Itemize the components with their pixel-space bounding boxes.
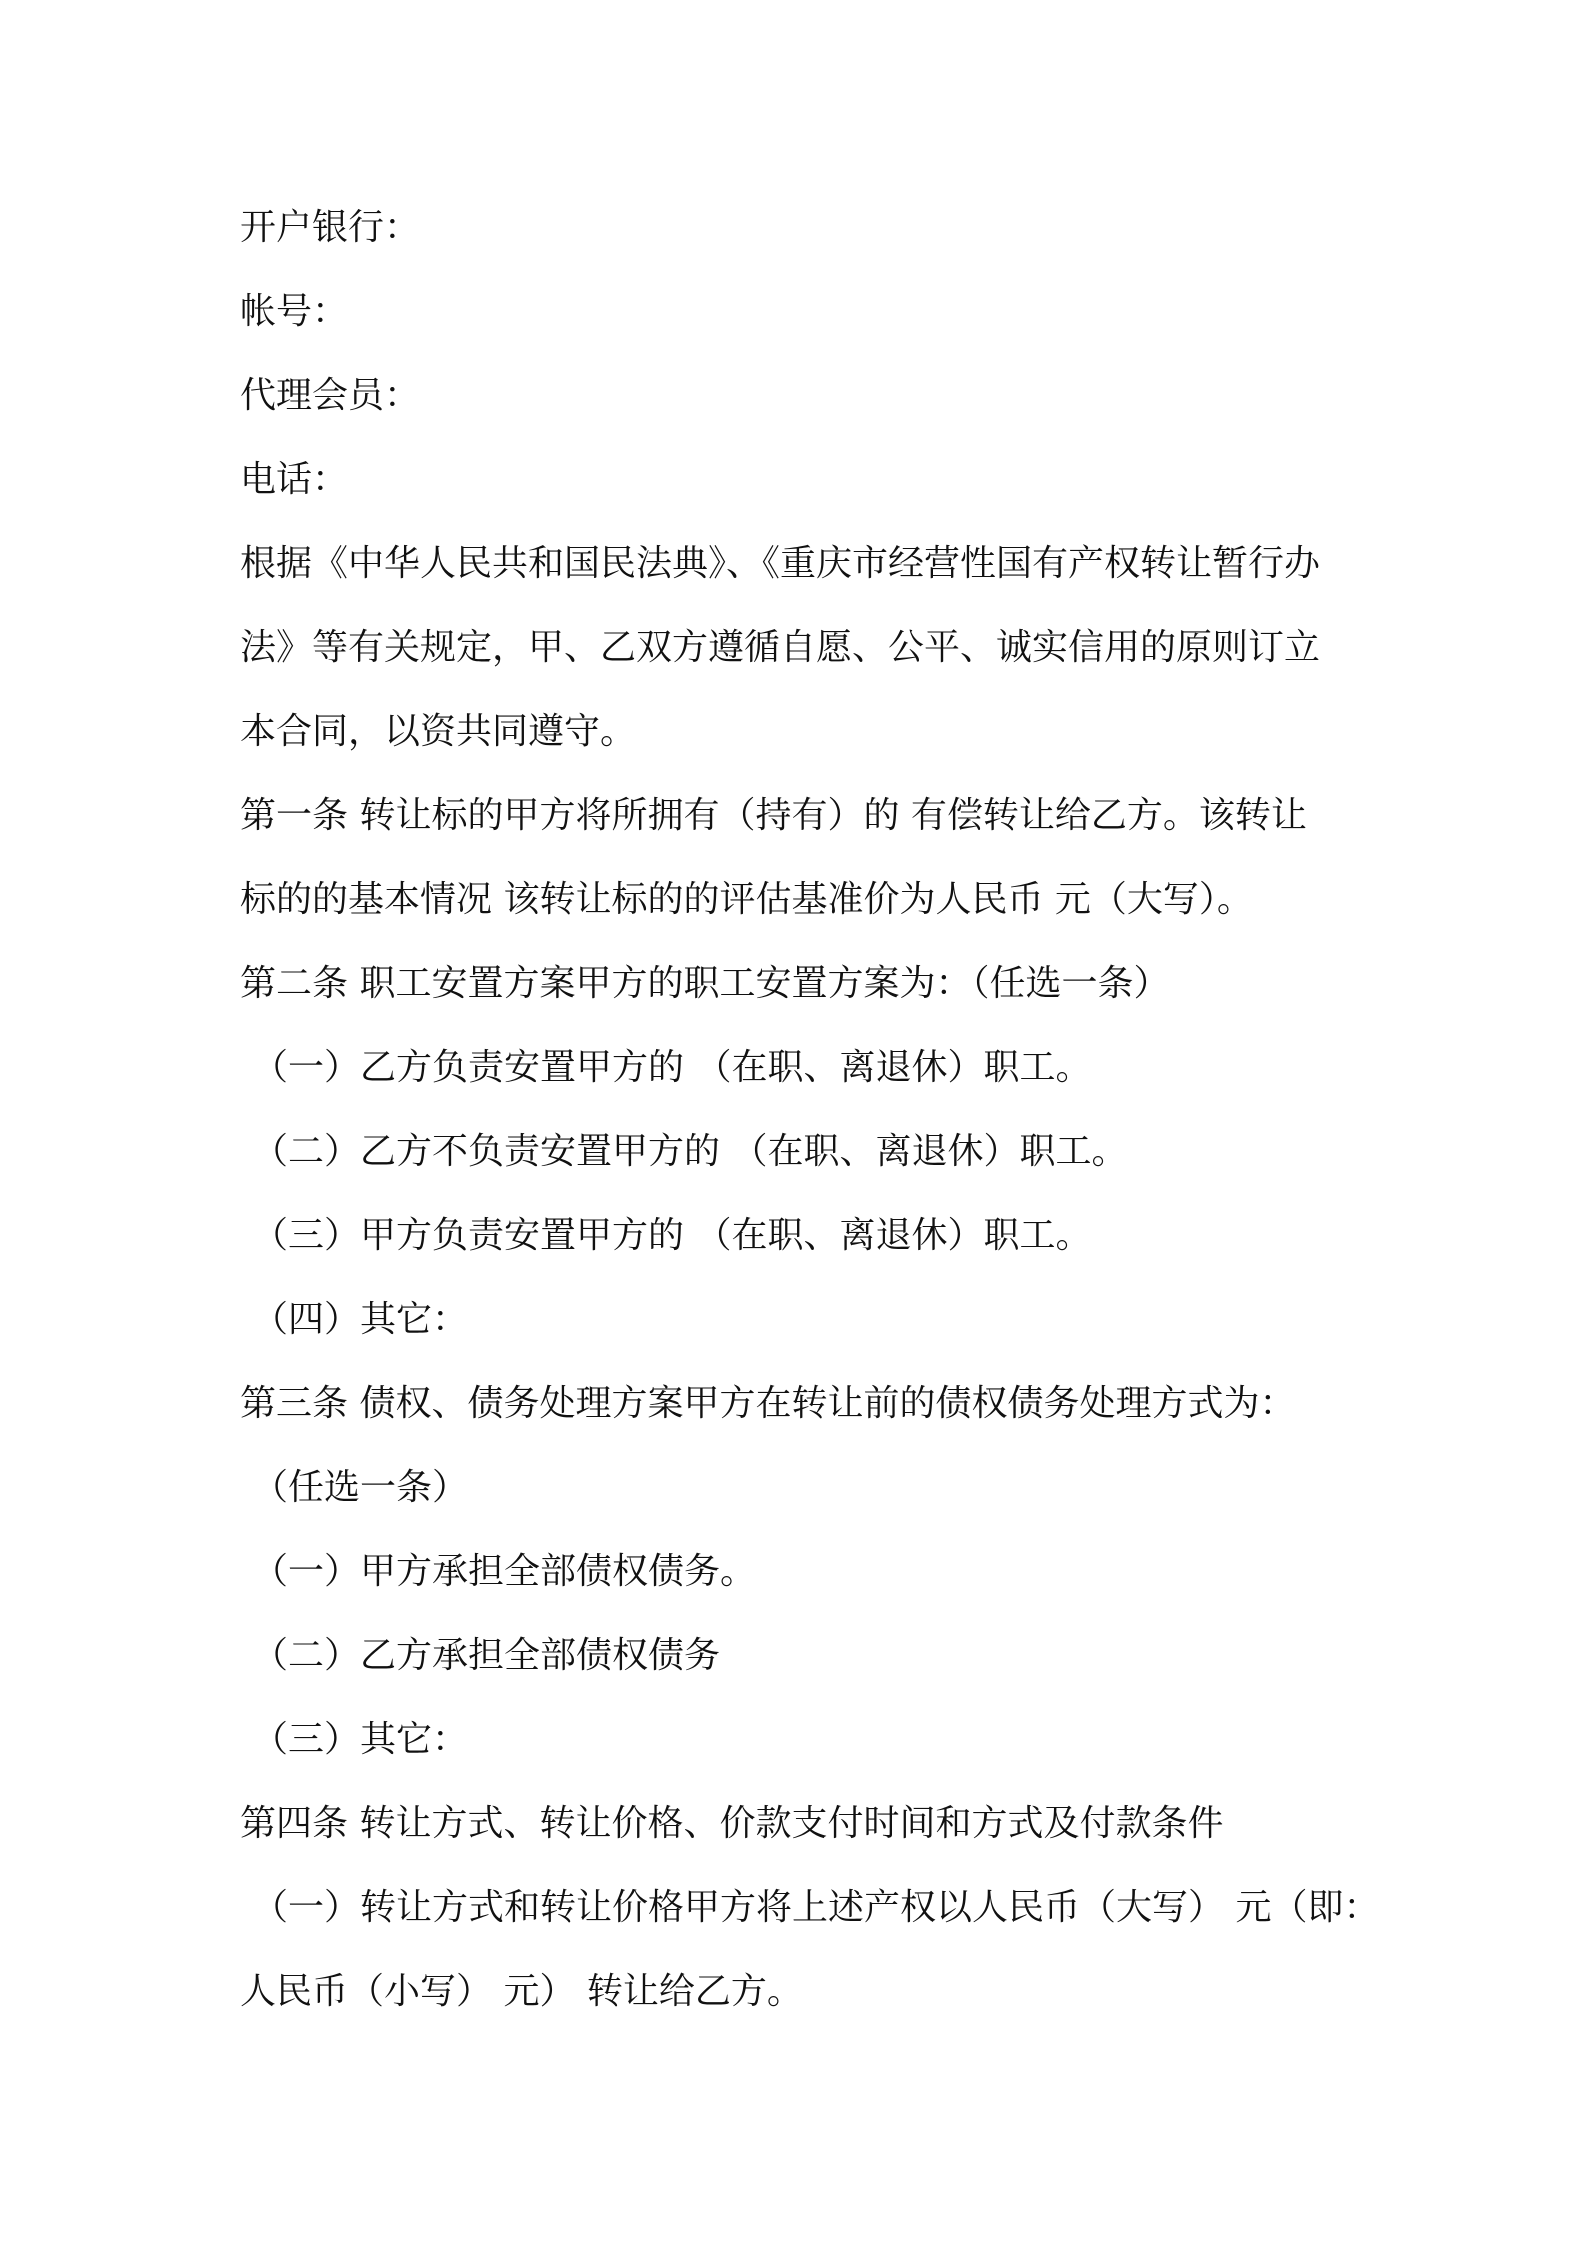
intro-paragraph-line-2: 法》等有关规定，甲、乙双方遵循自愿、公平、诚实信用的原则订立 bbox=[240, 627, 1321, 668]
article-4-item-1-line-2: 人民币（小写） 元） 转让给乙方。 bbox=[240, 1971, 803, 2012]
article-2-option-2: （二）乙方不负责安置甲方的 （在职、离退休）职工。 bbox=[252, 1131, 1128, 1172]
intro-paragraph-line-3: 本合同，以资共同遵守。 bbox=[240, 711, 637, 752]
article-3-option-2: （二）乙方承担全部债权债务 bbox=[252, 1635, 721, 1676]
article-4-item-1-line-1: （一）转让方式和转让价格甲方将上述产权以人民币（大写） 元（即： bbox=[252, 1887, 1380, 1928]
account-label: 帐号： bbox=[240, 291, 349, 332]
agent-member-label: 代理会员： bbox=[240, 375, 421, 416]
article-1-line-2: 标的的基本情况 该转让标的的评估基准价为人民币 元（大写）。 bbox=[240, 879, 1253, 920]
article-4-title: 第四条 转让方式、转让价格、价款支付时间和方式及付款条件 bbox=[240, 1803, 1224, 1844]
phone-label: 电话： bbox=[240, 459, 349, 500]
article-3-option-1: （一）甲方承担全部债权债务。 bbox=[252, 1551, 757, 1592]
article-3-title: 第三条 债权、债务处理方案甲方在转让前的债权债务处理方式为： bbox=[240, 1383, 1296, 1424]
article-3-choose-one: （任选一条） bbox=[252, 1467, 469, 1508]
bank-label: 开户银行： bbox=[240, 207, 421, 248]
article-1-line-1: 第一条 转让标的甲方将所拥有（持有）的 有偿转让给乙方。该转让 bbox=[240, 795, 1307, 836]
article-3-option-3: （三）其它： bbox=[252, 1719, 469, 1760]
article-2-option-3: （三）甲方负责安置甲方的 （在职、离退休）职工。 bbox=[252, 1215, 1092, 1256]
intro-paragraph-line-1: 根据《中华人民共和国民法典》、《重庆市经营性国有产权转让暂行办 bbox=[240, 543, 1321, 584]
article-2-title: 第二条 职工安置方案甲方的职工安置方案为：（任选一条） bbox=[240, 963, 1170, 1004]
article-2-option-4: （四）其它： bbox=[252, 1299, 469, 1340]
article-2-option-1: （一）乙方负责安置甲方的 （在职、离退休）职工。 bbox=[252, 1047, 1092, 1088]
